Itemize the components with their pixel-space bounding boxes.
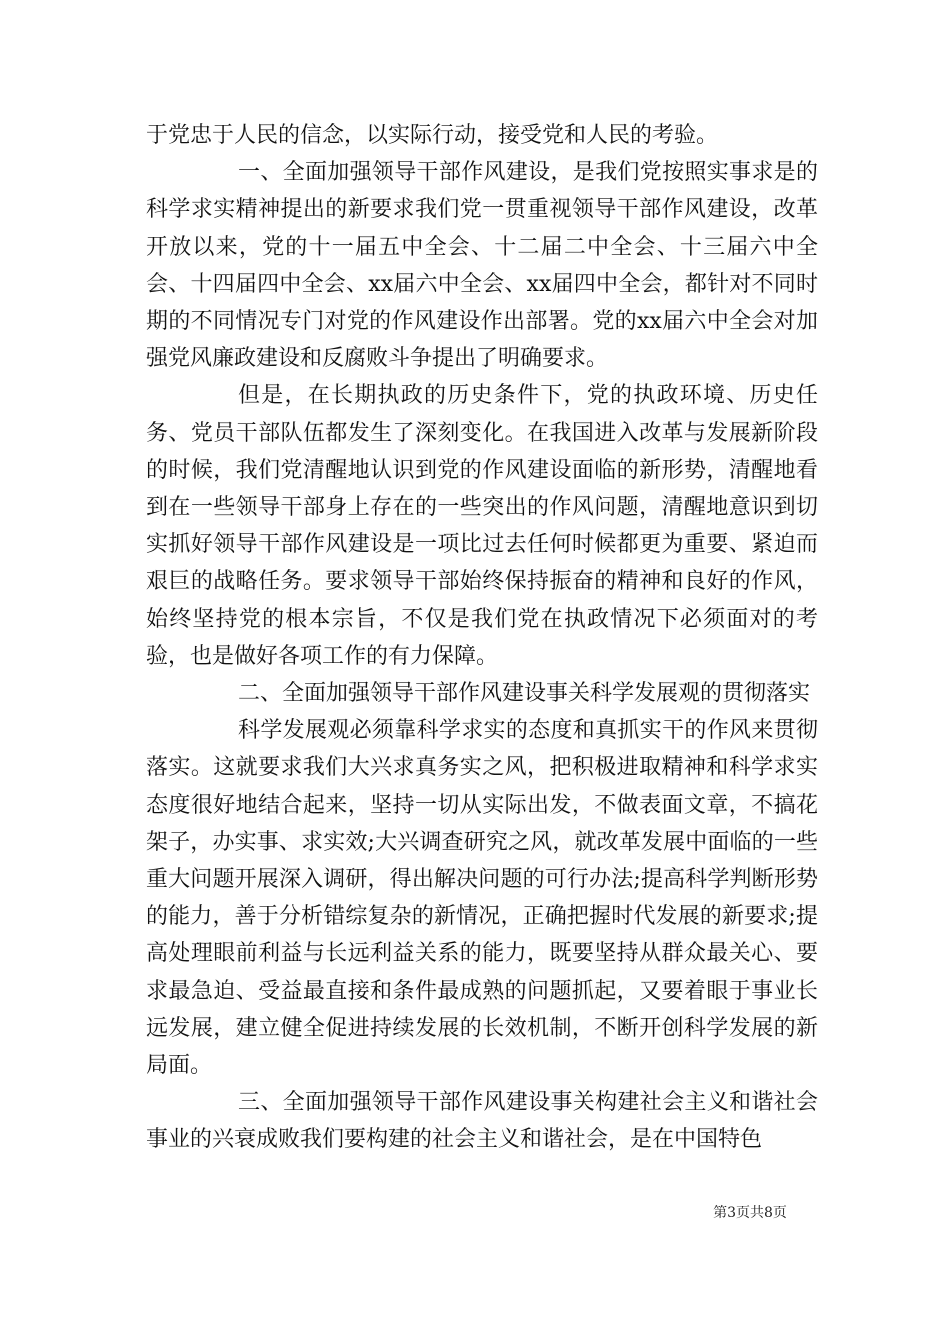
page-number: 第3页共8页 — [713, 1205, 787, 1221]
section-heading-two: 二、全面加强领导干部作风建设事关科学发展观的贯彻落实 — [238, 681, 811, 707]
document-body — [146, 117, 818, 1159]
paragraph-section-one: 一、全面加强领导干部作风建设，是我们党按照实事求是的科学求实精神提出的新要求我们党一贯重视领导干部作风建设，改革开放以来，党的十一届五中全会、十二届二中全会、十三届六中全会、十四届四中全会、xx届六中全会、xx届四中全会，都针对不同时期的不同情况专门对党的作风建设作出部署。党的xx届六中全会对加强党风廉政建设和反腐败斗争提出了明确要求。 — [146, 160, 818, 372]
paragraph-continuation: 于党忠于人民的信念，以实际行动，接受党和人民的考验。 — [146, 123, 719, 148]
paragraph-however: 但是，在长期执政的历史条件下，党的执政环境、历史任务、党员干部队伍都发生了深刻变化。在我国进入改革与发展新阶段的时候，我们党清醒地认识到党的作风建设面临的新形势，清醒地看到在一些领导干部身上存在的一些突出的作风问题，清醒地意识到切实抓好领导干部作风建设是一项比过去任何时候都更为重要、紧迫而艰巨的战略任务。要求领导干部始终保持振奋的精神和良好的作风，始终坚持党的根本宗旨，不仅是我们党在执政情况下必须面对的考验，也是做好各项工作的有力保障。 — [146, 383, 818, 669]
paragraph-scientific-development: 科学发展观必须靠科学求实的态度和真抓实干的作风来贯彻落实。这就要求我们大兴求真务实之风，把积极进取精神和科学求实态度很好地结合起来，坚持一切从实际出发，不做表面文章，不搞花架子，办实事、求实效;大兴调查研究之风，就改革发展中面临的一些重大问题开展深入调研，得出解决问题的可行办法;提高科学判断形势的能力，善于分析错综复杂的新情况，正确把握时代发展的新要求;提高处理眼前利益与长远利益关系的能力，既要坚持从群众最关心、要求最急迫、受益最直接和条件最成熟的问题抓起，又要着眼于事业长远发展，建立健全促进持续发展的长效机制，不断开创科学发展的新局面。 — [146, 718, 818, 1079]
section-heading-three: 三、全面加强领导干部作风建设事关构建社会主义和谐社会事业的兴衰成败我们要构建的社会主义和谐社会，是在中国特色 — [146, 1090, 818, 1153]
